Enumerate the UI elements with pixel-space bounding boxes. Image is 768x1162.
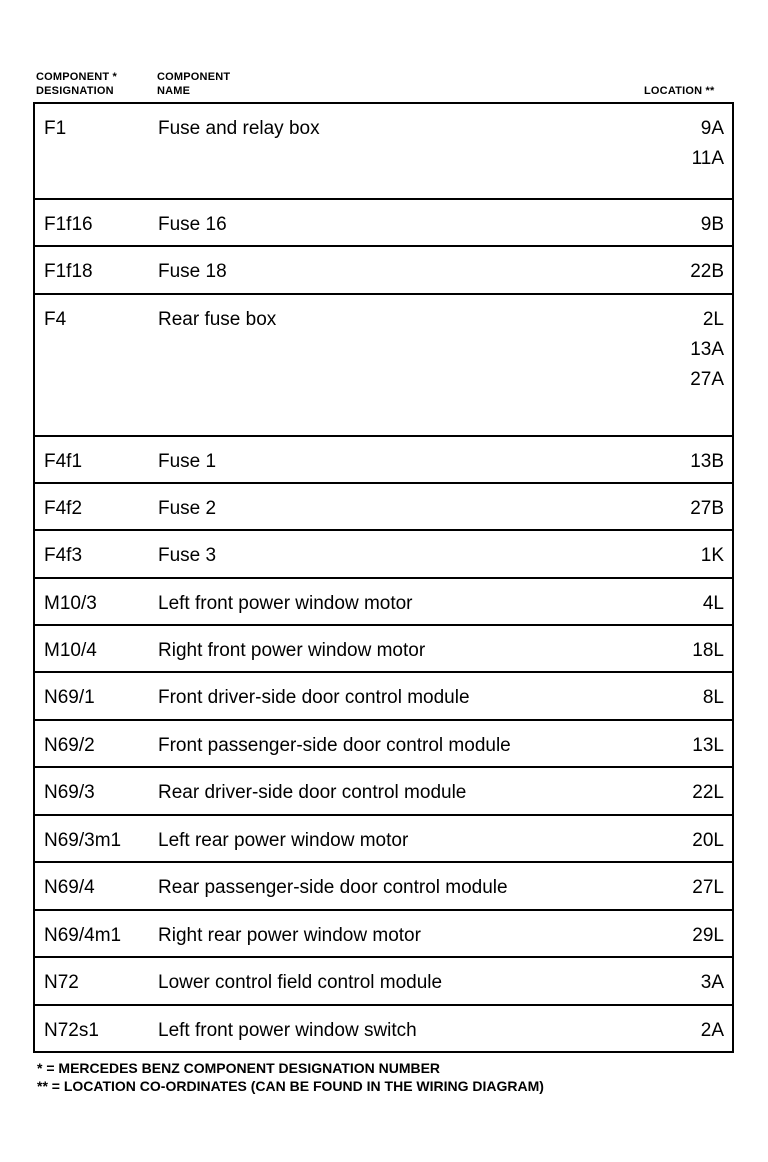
- header-designation-line1: COMPONENT *: [36, 71, 118, 83]
- location-coordinate: 4L: [702, 593, 724, 614]
- table-row: [35, 104, 732, 200]
- location-coordinate: 27A: [690, 369, 724, 390]
- table-row: [35, 295, 732, 437]
- location-coordinate: 11A: [691, 148, 724, 169]
- component-designation: N69/4m1: [44, 925, 122, 946]
- component-name: Left front power window switch: [158, 1020, 417, 1041]
- component-location: [692, 873, 724, 903]
- component-name: Front driver-side door control module: [158, 687, 470, 708]
- table-row: [35, 816, 732, 863]
- component-name: Left rear power window motor: [158, 830, 409, 851]
- component-name: Right rear power window motor: [158, 925, 421, 946]
- header-location-label: LOCATION **: [644, 85, 715, 97]
- location-coordinate: 20L: [692, 830, 724, 851]
- component-location: [690, 447, 724, 477]
- component-designation: F1: [44, 118, 67, 139]
- component-designation: N69/2: [44, 735, 95, 756]
- component-location: [690, 257, 724, 287]
- header-designation-line2: DESIGNATION: [36, 85, 114, 97]
- location-coordinate: 29L: [692, 925, 724, 946]
- component-name: Fuse 2: [158, 498, 217, 519]
- table-row: [35, 958, 732, 1006]
- location-coordinate: 9B: [700, 214, 724, 235]
- component-location: [692, 778, 724, 808]
- component-name: Fuse 16: [158, 214, 227, 235]
- component-location: [692, 114, 724, 174]
- component-location: [701, 541, 724, 571]
- component-designation: N69/3: [44, 782, 95, 803]
- component-location: [692, 731, 724, 761]
- location-coordinate: 8L: [702, 687, 724, 708]
- location-coordinate: 13L: [692, 735, 724, 756]
- component-name: Left front power window motor: [158, 593, 413, 614]
- location-coordinate: 9A: [700, 118, 724, 139]
- footnote-designation: * = MERCEDES BENZ COMPONENT DESIGNATION NUMBER: [37, 1060, 441, 1076]
- component-designation: M10/3: [44, 593, 97, 614]
- location-coordinate: 13B: [690, 451, 724, 472]
- component-location: [690, 305, 724, 395]
- component-name: Right front power window motor: [158, 640, 426, 661]
- location-coordinate: 3A: [700, 972, 724, 993]
- header-name-line1: COMPONENT: [157, 71, 231, 83]
- component-name: Rear driver-side door control module: [158, 782, 467, 803]
- table-row: [35, 200, 732, 247]
- table-row: [35, 247, 732, 295]
- component-table: [33, 102, 734, 1053]
- component-name: Fuse 1: [158, 451, 217, 472]
- table-row: [35, 484, 732, 531]
- component-name: Rear passenger-side door control module: [158, 877, 508, 898]
- location-coordinate: 2A: [700, 1020, 724, 1041]
- component-location: [701, 968, 724, 998]
- location-coordinate: 22L: [692, 782, 724, 803]
- table-row: [35, 768, 732, 816]
- header-name-line2: NAME: [157, 85, 191, 97]
- component-location: [703, 589, 724, 619]
- component-designation: N72: [44, 972, 79, 993]
- component-designation: N69/3m1: [44, 830, 122, 851]
- location-coordinate: 2L: [702, 309, 724, 330]
- location-coordinate: 1K: [700, 545, 724, 566]
- header-name: [157, 70, 230, 98]
- component-designation: F4f2: [44, 498, 83, 519]
- location-coordinate: 22B: [690, 261, 724, 282]
- component-designation: N69/1: [44, 687, 95, 708]
- footnote-location: ** = LOCATION CO-ORDINATES (CAN BE FOUND IN THE WIRING DIAGRAM): [37, 1078, 544, 1094]
- component-designation: F4: [44, 309, 67, 330]
- component-name: Fuse and relay box: [158, 118, 320, 139]
- component-location: [703, 683, 724, 713]
- table-row: [35, 437, 732, 484]
- component-designation: F4f1: [44, 451, 83, 472]
- component-designation: M10/4: [44, 640, 97, 661]
- location-coordinate: 27B: [690, 498, 724, 519]
- component-designation: N72s1: [44, 1020, 99, 1041]
- component-designation: F1f18: [44, 261, 93, 282]
- component-name: Fuse 3: [158, 545, 217, 566]
- component-designation: N69/4: [44, 877, 95, 898]
- component-location: [692, 826, 724, 856]
- table-row: [35, 863, 732, 911]
- table-row: [35, 626, 732, 673]
- table-row: [35, 911, 732, 958]
- component-location: [701, 210, 724, 240]
- table-row: [35, 673, 732, 721]
- table-row: [35, 531, 732, 579]
- component-designation: F4f3: [44, 545, 83, 566]
- table-row: [35, 1006, 732, 1053]
- component-location: [690, 494, 724, 524]
- component-name: Rear fuse box: [158, 309, 277, 330]
- table-row: [35, 579, 732, 626]
- component-location: [701, 1016, 724, 1046]
- component-name: Fuse 18: [158, 261, 227, 282]
- component-location: [692, 636, 724, 666]
- location-coordinate: 13A: [690, 339, 724, 360]
- component-name: Front passenger-side door control module: [158, 735, 511, 756]
- location-coordinate: 27L: [692, 877, 724, 898]
- location-coordinate: 18L: [692, 640, 724, 661]
- table-row: [35, 721, 732, 768]
- header-designation: [36, 70, 117, 98]
- component-name: Lower control field control module: [158, 972, 443, 993]
- component-designation: F1f16: [44, 214, 93, 235]
- header-location: [644, 84, 714, 98]
- component-location: [692, 921, 724, 951]
